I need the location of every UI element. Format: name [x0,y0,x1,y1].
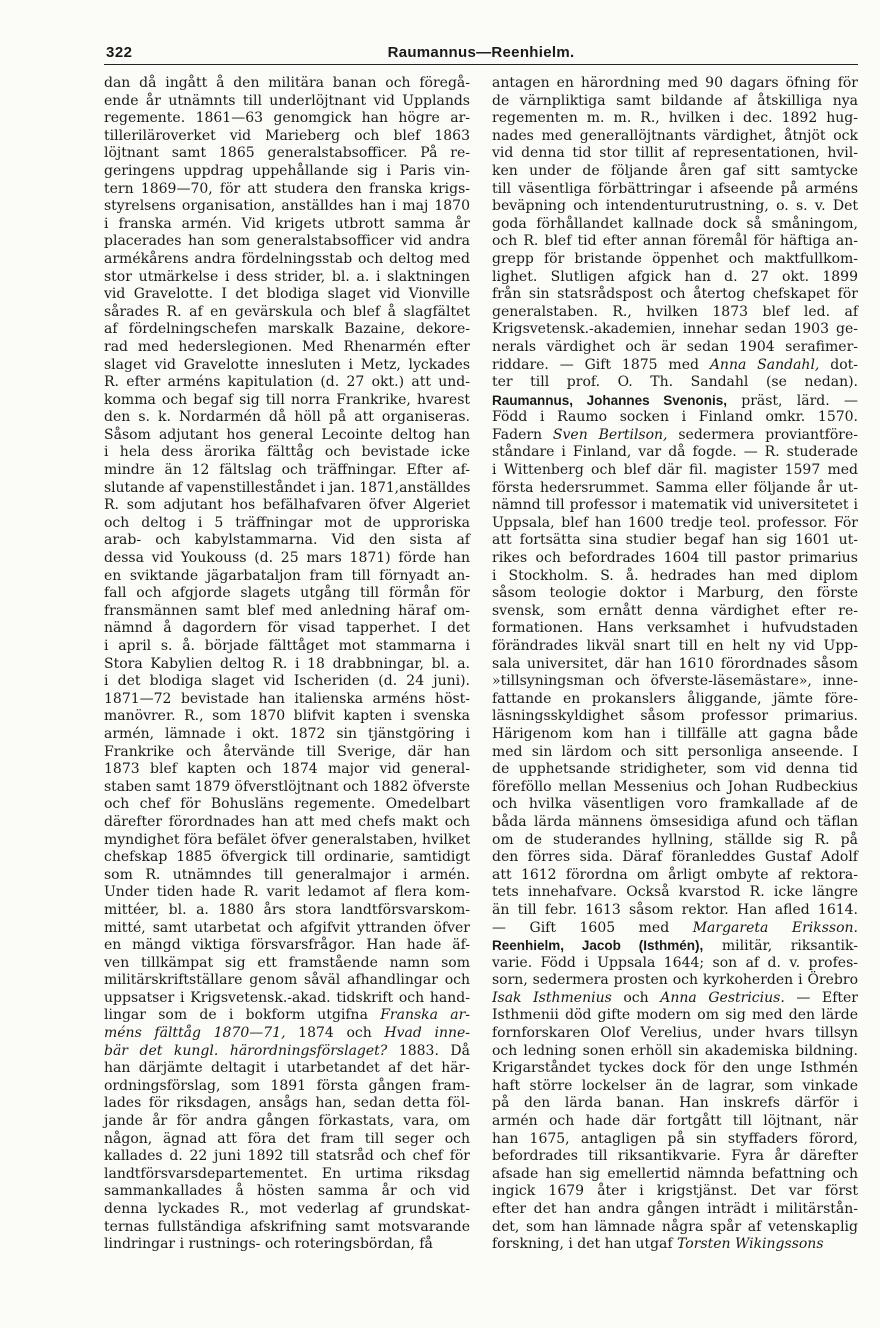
text-line: Uppsala, blef han 1600 tredje teol. professor. För [492,514,858,531]
italic-text: Anna Gestricius. [660,989,785,1006]
italic-text: bär det kungl. härordningsförslaget? [104,1042,388,1059]
text-line [492,1236,858,1254]
text-line: slutande af vapenstilleståndet i jan. 1871,anställdes [104,479,471,496]
text-line: i franska armén. Vid krigets utbrott samma år [104,215,470,232]
text-line: efter det han andra gången inträdt i militärstån- [492,1201,858,1217]
text-line: den förres sida. Däraf föranleddes Gustaf Adolf [492,849,858,866]
text-line: armén, lämnade i okt. 1872 sin tjänstgöring i [104,725,470,742]
left-column [104,75,470,1254]
text-line: vid Gravelotte. I det blodiga slaget vid Vionville [104,286,470,303]
text-line: ter till prof. O. Th. Sandahl (se nedan). [492,374,858,391]
text-line: ven tillkämpat sig ett framstående namn som [104,954,470,971]
text-line: dan då ingått å den militära banan och föregå- [104,75,470,91]
text-line: ken under de följande åren gaf sitt samtycke [492,162,858,179]
text-line: någon, ägnad att föra det fram till seger och [104,1130,470,1147]
text-line [492,357,858,375]
text-line: i april s. å. började fälttåget mot stammarna i [104,638,470,654]
italic-text: méns fälttåg 1870—71, [104,1025,286,1042]
entry-headword: Raumannus, Johannes Svenonis, [492,392,727,408]
text-line: ståndare i Finland, var då fogde. — R. studerade [492,444,858,461]
text-line: R. efter arméns kapitulation (d. 27 okt.) att und- [104,374,470,391]
text-line: vid denna tid stor tillit af representationen, hvil- [492,145,858,162]
text-line: i hela dess ärorika fälttåg och bevistade icke [104,444,470,461]
text-line [104,1025,470,1043]
text-line: fornforskaren Olof Verelius, under hvars tillsyn [492,1025,858,1042]
italic-text: Anna Sandahl, [709,356,820,373]
text-line: fall och afgjorde slagets utgång till förmån för [104,585,470,602]
text-line: fransmännen samt blef med anledning häraf om- [104,602,470,619]
text-line: antagen en härordning med 90 dagars öfning för [492,75,858,91]
text-line: myndighet föra befälet öfver generalstaben, hvilket [104,831,471,848]
text-line: förändrades likväl snart till en helt ny vid Upp- [492,638,858,654]
text-line: och R. blef tid efter annan föremål för häftiga an- [492,233,858,250]
text-line: sammankallades å hösten samma år och vid [104,1183,470,1200]
text-line: första hedersrummet. Samma eller följande år ut- [492,479,858,496]
text-line: om de studerandes hyllning, ställde sig R. på [492,831,858,848]
text-segment: präst, lärd. — [726,392,858,409]
text-line: uppsatser i Krigsvetensk.-akad. tidskrift och hand- [104,989,470,1006]
text-line: Härigenom kom han i tillfälle att gagna både [492,725,858,742]
text-line: regemente. 1861—63 genomgick han högre ar- [104,110,470,127]
text-line: regementen m. m. R., hvilken i dec. 1892 hug- [492,110,858,127]
text-line: af fördelningschefen marskalk Bazaine, dekore- [104,321,470,338]
italic-text: Margareta Eriksson. [692,919,858,936]
text-line: tets innehafvare. Också kvarstod R. icke längre [492,884,858,901]
text-line: armén och hade där fortgått till löjtnant, när [492,1113,858,1130]
text-segment: Fadern [492,426,553,443]
text-line: Stora Kabylien deltog R. i 18 drabbningar, bl. a. [104,655,470,672]
text-line: en sviktande jägarbataljon fram till förnyadt an- [104,567,470,584]
text-line: militärskriftställare genom såväl afhandlingar och [104,972,470,989]
text-line: Under tiden hade R. varit ledamot af flera kom- [104,884,470,901]
text-segment: dot- [819,356,858,373]
text-line: fattande en prokanslers åliggande, jämte före- [492,690,858,707]
text-line: grepp för bristande öppenhet och maktfullkom- [492,250,858,267]
text-line: manövrer. R., som 1870 blifvit kapten i svenska [104,708,470,725]
page-number: 322 [106,44,133,61]
text-line: mitté, samt utarbetat och afgifvit yttranden öfver [104,919,470,936]
text-line: Krigarståndet tyckes dock för den unge Isthmén [492,1060,858,1077]
entry-headword: Reenhielm, Jacob (Isthmén), [492,938,704,954]
text-line: staben samt 1879 öfverstlöjtnant och 1882 öfverste [104,778,470,795]
text-line [492,937,858,955]
text-line: därefter förordnades han att med chefs makt och [104,813,470,830]
text-line: svensk, som ernått denna värdighet efter re- [492,602,858,619]
text-line: än till febr. 1613 såsom rektor. Han afled 1614. [492,901,858,918]
text-line: geringens uppdrag uppehållande sig i Paris vin- [104,162,470,179]
text-line: såsom teologie doktor i Marburg, den förste [492,585,858,602]
text-line: jande år för andra gången förkastats, vara, om [104,1113,470,1130]
text-line: sala universitet, där han 1610 förordnades såsom [492,655,858,672]
text-segment: lingar som de i bokform utgifna [104,1007,381,1024]
text-line: och hvilka väsentligen voro framkallade af de [492,796,858,813]
text-line: nämnd till professor i matematik vid universitetet i [492,497,858,514]
text-line: från sin statsrådspost och återtog chefskapet för [492,286,858,303]
text-line: arab- och kabylstammarna. Vid den sista af [104,532,470,549]
text-segment: riddare. — Gift 1875 med [492,356,710,373]
text-line: R. som adjutant hos befälhafvaren öfver Algeriet [104,497,470,514]
text-line: chefskap 1885 öfvergick till ordinarie, samtidigt [104,849,470,866]
text-line: generalstaben. R., hvilken 1873 blef led. af [492,303,858,320]
text-line: han därjämte deltagit i utarbetandet af det här- [104,1060,470,1077]
text-line: rad med hederslegionen. Med Rhenarmén efter [104,338,470,355]
text-line: föreföllo mellan Messenius och Johan Rudbeckius [492,778,858,795]
text-segment: 1874 och [285,1025,385,1042]
text-line: Krigsvetensk.-akademien, innehar sedan 1903 ge- [492,321,858,338]
text-line: tern 1869—70, för att studera den franska krigs- [104,180,470,197]
text-line: slaget vid Gravelotte innesluten i Metz, lyckades [104,356,470,373]
italic-text: Hvad inne- [384,1025,471,1042]
text-line [104,1043,470,1061]
text-line: styrelsens organisation, anställdes han i maj 1870 [104,198,470,215]
italic-text: Torsten Wikingssons [677,1236,824,1253]
text-line: i Stockholm. S. å. hedrades han med diplom [492,567,858,584]
text-segment: och [611,989,661,1006]
text-segment: forskning, i det han utgaf [492,1236,678,1253]
text-line: med sin lärdom och sitt personliga anseende. I [492,743,858,760]
italic-text: Franska ar- [380,1007,470,1024]
text-line: placerades han som generalstabsofficer vid andra [104,233,470,250]
text-line: beväpning och intendenturutrustning, o. s. v. Det [492,198,858,215]
text-line: Såsom adjutant hos general Lecointe deltog han [104,426,470,443]
text-line [492,920,858,938]
text-line: goda förhållandet kallnade dock så småningom, [492,215,858,232]
italic-text: Isak Isthmenius [492,989,612,1006]
text-line: denna lyckades R., mot vederlag af grundskat- [104,1201,470,1217]
text-line: sårades R. af en gevärskula och blef å slagfältet [104,303,470,320]
text-line: haft större lockelser än de lagrar, som vinkade [492,1077,858,1094]
text-line [492,392,858,410]
text-line: afsade han sig emellertid nämnda befattning och [492,1165,858,1182]
text-line: sorn, sedermera prosten och kyrkoherden i Örebro [492,972,858,989]
text-segment: sedermera proviantföre- [667,426,858,443]
text-line: landtförsvarsdepartementet. En urtima riksdag [104,1165,470,1182]
text-segment: 1883. Då [387,1042,470,1059]
text-line: nämnd å dagordern för visad tapperhet. I det [104,620,470,637]
text-line [492,427,858,445]
text-line: till väsentliga förbättringar i afseende på arméns [492,180,858,197]
text-line: armékårens andra fördelningsstab och deltog med [104,250,470,267]
text-line: lighet. Slutligen afgick han d. 27 okt. 1899 [492,268,858,285]
text-line: löjtnant samt 1865 generalstabsofficer. På re- [104,145,470,162]
text-line: stor utmärkelse i dess strider, bl. a. i slaktningen [104,268,470,285]
text-line: formationen. Hans verksamhet i hufvudstaden [492,620,858,637]
text-line: varie. Född i Uppsala 1644; son af d. v. profes- [492,954,858,971]
text-line: »tillsyningsman och öfverste-läsemästare», inne- [492,673,858,690]
text-segment: — Gift 1605 med [492,919,693,936]
text-line: mindre än 12 fältslag och träffningar. Efter af- [104,462,470,479]
text-line: ingick 1679 åter i krigstjänst. Det var först [492,1183,858,1200]
text-line: Född i Raumo socken i Finland omkr. 1570. [492,409,858,426]
text-line: och ledning sonen erhöll sin akademiska bildning. [492,1042,858,1059]
text-line: de upphetsande stridigheter, som vid denna tid [492,761,858,778]
text-line: ordningsförslag, som 1891 första gången fram- [104,1077,470,1094]
text-line: båda lärda männens ömsesidiga afund och täflan [492,813,858,830]
text-line: kallades d. 22 juni 1892 till statsråd och chef för [104,1148,470,1165]
text-line: ende år utnämnts till underlöjtnant vid Upplands [104,92,470,109]
text-line: 1873 blef kapten och 1874 major vid general- [104,761,470,778]
text-line: de värnpliktiga samt bildande af åtskilliga nya [492,92,858,109]
text-line: Frankrike och återvände till Sverige, där han [104,743,470,760]
text-line: dessa vid Youkouss (d. 25 mars 1871) förde han [104,550,470,567]
text-line: Isthmenii död gifte modern om sig med den lärde [492,1007,858,1024]
text-line: läsningsskyldighet såsom professor primarius. [492,708,858,725]
text-segment: — Efter [784,989,858,1006]
text-line [104,1007,470,1025]
text-line: lindringar i rustnings- och roteringsbördan, få [104,1236,433,1253]
text-line: befordrades till riksantikvarie. Fyra år därefter [492,1148,858,1165]
text-line: och chef för Bohusläns regemente. Omedelbart [104,796,470,813]
text-line: en mängd viktiga försvarsfrågor. Han hade äf- [104,937,470,954]
text-segment: militär, riksantik- [703,938,858,955]
text-line: han 1675, antagligen på sin styffaders förord, [492,1130,858,1147]
text-line: det, som han lämnade några spår af vetenskaplig [492,1218,858,1235]
text-line: att fortsätta sina studier begaf han sig 1601 ut- [492,532,858,549]
text-line: och deltog i 5 träffningar mot de upproriska [104,514,470,531]
text-line: i det blodiga slaget vid Ischeriden (d. 24 juni). [104,673,470,690]
text-line: att 1612 förordna om årligt ombyte af rektora- [492,866,858,883]
italic-text: Sven Bertilson, [552,426,668,443]
text-line: i Wittenberg och blef där fil. magister 1597 med [492,462,858,479]
text-line: mittéer, bl. a. 1880 års stora landtförsvarskom- [104,901,470,918]
text-line: nerals värdighet och är sedan 1904 serafimer- [492,338,858,355]
text-line: som R. utnämndes till generalmajor i armén. [104,866,470,883]
text-line: 1871—72 bevistade han italienska arméns höst- [104,690,470,707]
running-head: Raumannus—Reenhielm. [387,44,575,61]
text-line: den s. k. Nordarmén då höll på att organiseras. [104,409,470,426]
page-header [104,40,858,65]
text-line: tilleriläroverket vid Marieberg och blef 1863 [104,127,470,144]
right-column [492,75,858,1254]
text-line: på den lärda banan. Han inskrefs därför i [492,1095,858,1112]
text-line: komma och begaf sig till norra Frankrike, hvarest [104,391,470,408]
text-line: rikes och befordrades 1604 till pastor primarius [492,550,858,567]
text-line: lades för riksdagen, ansågs han, sedan detta föl- [104,1095,470,1112]
text-line: ternas fullständiga afskrifning samt motsvarande [104,1218,470,1235]
text-line: nades med generallöjtnants värdighet, åtnjöt ock [492,127,858,144]
text-line [492,990,858,1008]
